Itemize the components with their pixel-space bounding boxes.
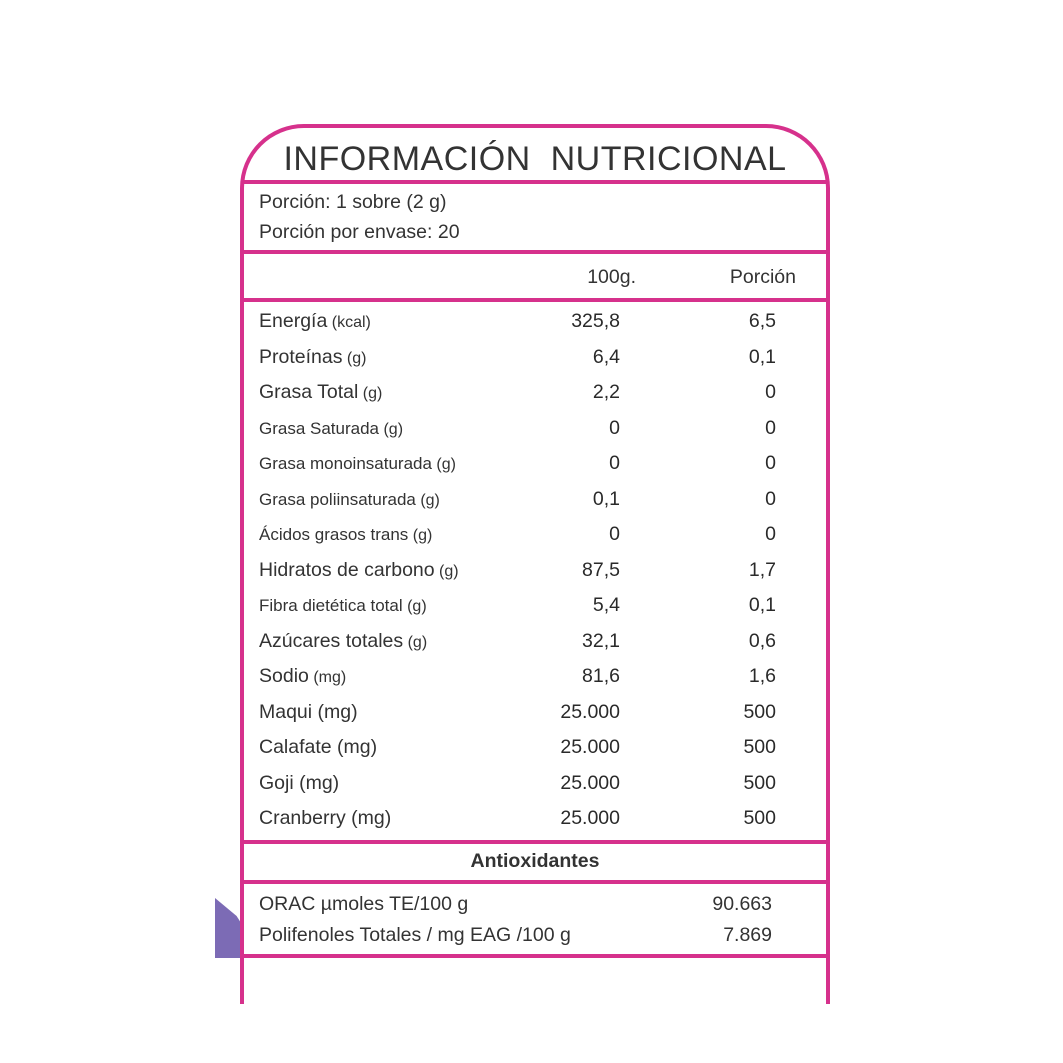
panel-title: INFORMACIÓN NUTRICIONAL (283, 140, 787, 178)
divider (244, 250, 826, 254)
nutrient-value-100g: 32,1 (582, 629, 620, 652)
nutrient-value-portion: 0 (765, 487, 776, 510)
nutrient-label (259, 596, 427, 616)
nutrient-row (244, 665, 826, 699)
nutrient-name: Grasa poliinsaturada (259, 489, 416, 509)
nutrient-value-100g: 87,5 (582, 558, 620, 581)
nutrient-unit: (g) (342, 349, 367, 367)
nutrient-value-portion: 6,5 (748, 310, 776, 332)
nutrient-label (259, 310, 371, 333)
nutrient-name: Proteínas (259, 345, 343, 368)
nutrient-value-100g: 25.000 (560, 807, 620, 829)
nutrient-row (244, 310, 826, 344)
nutrient-value-100g: 2,2 (592, 381, 620, 403)
nutrient-unit: (g) (402, 598, 427, 615)
nutrient-label (259, 419, 403, 439)
nutrient-label (259, 630, 427, 653)
divider (244, 298, 826, 302)
nutrient-value-portion: 500 (743, 771, 776, 794)
nutrient-row (244, 346, 826, 380)
nutrient-value-portion: 0 (765, 452, 776, 474)
nutrient-unit: (g) (403, 633, 428, 651)
nutrient-unit: (g) (408, 527, 433, 544)
nutrient-label (259, 772, 339, 795)
nutrient-label (259, 559, 459, 582)
servings-per-container: Porción por envase: 20 (259, 221, 460, 243)
nutrient-unit: (g) (434, 562, 459, 580)
nutrient-label (259, 807, 391, 830)
nutrient-label (259, 525, 432, 545)
nutrient-label (259, 701, 358, 724)
nutrient-name: Ácidos grasos trans (259, 525, 409, 544)
nutrient-name: Maqui (mg) (259, 700, 358, 723)
nutrient-name: Goji (mg) (259, 771, 340, 794)
nutrient-row (244, 559, 826, 593)
nutrient-value-portion: 0 (765, 523, 776, 545)
nutrient-row (244, 381, 826, 415)
column-header-100g: 100g. (587, 266, 636, 288)
nutrient-label (259, 736, 377, 759)
nutrient-row (244, 701, 826, 735)
nutrient-unit: (kcal) (327, 314, 371, 331)
nutrient-value-portion: 0,6 (748, 629, 776, 652)
nutrient-row (244, 417, 826, 451)
nutrient-value-100g: 25.000 (560, 736, 620, 758)
nutrient-value-100g: 25.000 (560, 771, 620, 794)
nutrient-value-100g: 81,6 (582, 665, 620, 687)
nutrient-unit: (g) (415, 491, 440, 509)
divider (244, 880, 826, 884)
divider (244, 954, 826, 958)
divider (244, 840, 826, 844)
orac-label: ORAC µmoles TE/100 g (259, 893, 469, 915)
nutrient-row (244, 523, 826, 557)
nutrient-name: Grasa Saturada (259, 418, 380, 438)
nutrient-unit: (mg) (308, 669, 347, 686)
nutrient-name: Grasa Total (259, 381, 359, 403)
nutrient-row (244, 736, 826, 770)
divider (244, 180, 826, 184)
serving-size: Porción: 1 sobre (2 g) (259, 191, 447, 213)
nutrient-label (259, 454, 456, 474)
nutrient-value-100g: 6,4 (592, 345, 620, 368)
nutrient-unit: (g) (379, 420, 404, 438)
polyphenols-label: Polifenoles Totales / mg EAG /100 g (259, 924, 571, 946)
nutrient-name: Fibra dietética total (259, 596, 403, 615)
nutrient-value-100g: 0,1 (592, 487, 620, 510)
nutrient-value-100g: 0 (609, 416, 620, 439)
nutrient-value-portion: 0 (765, 381, 776, 403)
nutrient-name: Azúcares totales (259, 629, 404, 652)
nutrient-value-portion: 500 (743, 700, 776, 723)
nutrient-label (259, 665, 346, 688)
nutrient-value-100g: 5,4 (592, 594, 620, 616)
nutrient-value-100g: 25.000 (560, 700, 620, 723)
nutrient-value-portion: 0 (765, 416, 776, 439)
column-header-portion: Porción (729, 266, 796, 288)
nutrient-label (259, 490, 440, 510)
nutrient-value-portion: 1,7 (748, 558, 776, 581)
nutrient-name: Energía (259, 310, 328, 332)
nutrient-name: Sodio (259, 665, 309, 687)
orac-value: 90.663 (712, 893, 772, 915)
nutrient-row (244, 630, 826, 664)
nutrient-row (244, 772, 826, 806)
nutrient-value-portion: 0,1 (748, 594, 776, 616)
nutrient-name: Cranberry (mg) (259, 807, 392, 829)
antioxidants-heading: Antioxidantes (470, 850, 600, 872)
nutrient-value-portion: 500 (743, 807, 776, 829)
nutrient-label (259, 381, 382, 404)
nutrient-value-portion: 1,6 (748, 665, 776, 687)
nutrient-row (244, 594, 826, 628)
nutrient-unit: (g) (431, 456, 456, 473)
nutrient-label (259, 346, 366, 369)
nutrient-row (244, 807, 826, 841)
nutrient-row (244, 452, 826, 486)
nutrient-unit: (g) (358, 385, 383, 402)
nutrient-value-100g: 325,8 (571, 310, 620, 332)
nutrient-value-100g: 0 (609, 452, 620, 474)
nutrient-name: Grasa monoinsaturada (259, 454, 432, 473)
nutrient-name: Hidratos de carbono (259, 558, 435, 581)
nutrient-value-100g: 0 (609, 523, 620, 545)
polyphenols-value: 7.869 (723, 924, 772, 946)
nutrient-value-portion: 500 (743, 736, 776, 758)
nutrient-value-portion: 0,1 (748, 345, 776, 368)
nutrient-row (244, 488, 826, 522)
nutrition-facts-panel (240, 124, 830, 1004)
nutrient-name: Calafate (mg) (259, 736, 378, 758)
